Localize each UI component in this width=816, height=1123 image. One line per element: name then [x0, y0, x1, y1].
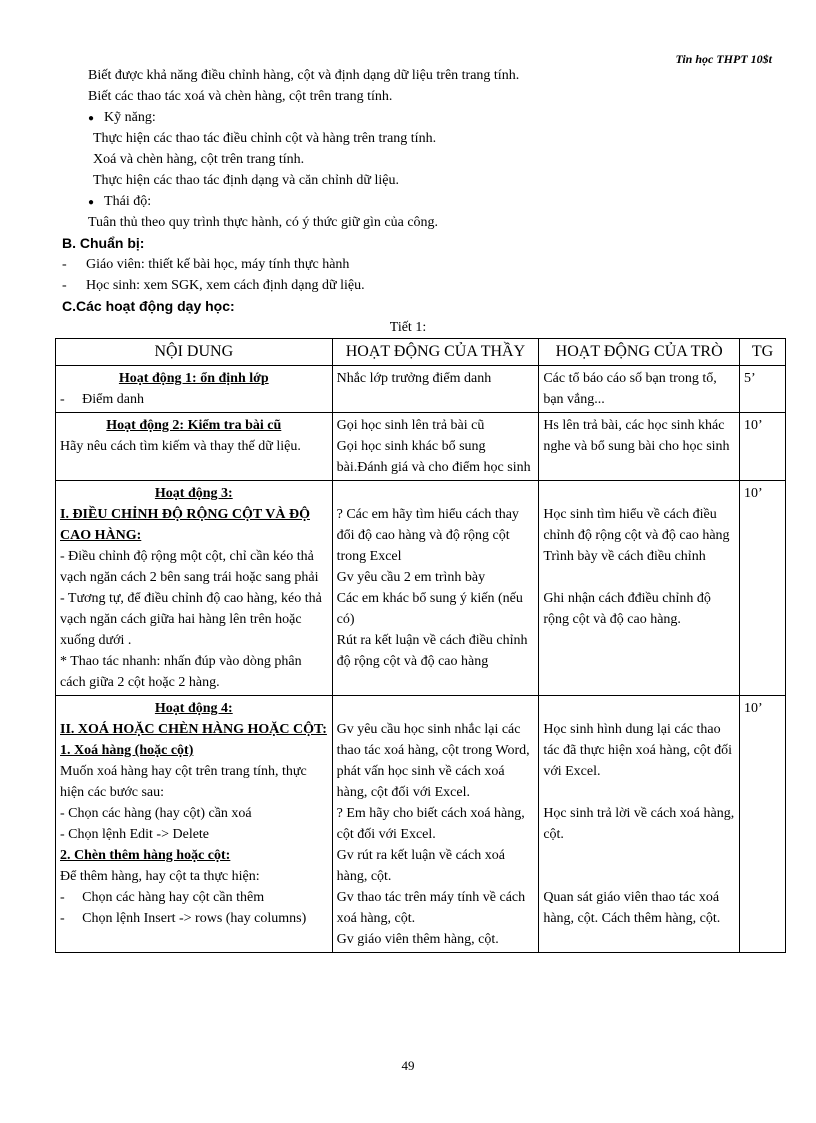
activity-3-tro-1: Học sinh tìm hiểu về cách điều chỉnh độ rộng cột và độ cao hàng	[543, 507, 730, 543]
ky-nang-2: Xoá và chèn hàng, cột trên trang tính.	[93, 152, 305, 167]
activity-4-tro-2: Học sinh trả lời về cách xoá hàng, cột.	[543, 806, 735, 842]
activity-4-thay-1: Gv yêu cầu học sinh nhắc lại các thao tác xoá hàng, cột trong Word, phát vấn học sinh về cách xoá hàng, cột đối với Excel.	[336, 722, 530, 800]
ky-nang-3: Thực hiện các thao tác định dạng và căn chỉnh dữ liệu.	[93, 173, 399, 188]
activity-4-sub2-text: Để thêm hàng, hay cột ta thực hiện:	[60, 869, 260, 884]
thai-do-text: Tuân thủ theo quy trình thực hành, có ý thức giữ gìn của công.	[88, 215, 439, 230]
activity-2-thay-1: Gọi học sinh lên trả bài cũ	[336, 418, 485, 433]
activity-4-sub2-item-1: - Chọn các hàng hay cột cần thêm	[60, 890, 265, 905]
section-b-item-1: - Giáo viên: thiết kế bài học, máy tính thực hành	[62, 256, 349, 273]
activity-3-heading: Hoạt động 3:	[154, 486, 233, 501]
activity-4-sub1-item-1: - Chọn các hàng (hay cột) cần xoá	[60, 806, 252, 821]
ky-nang-label: ● Kỹ năng:	[88, 109, 156, 127]
activity-4-tg: 10’	[740, 696, 786, 953]
activity-4-thay-2: ? Em hãy cho biết cách xoá hàng, cột đối với Excel.	[336, 806, 525, 842]
activity-4-thay-3: Gv rút ra kết luận về cách xoá hàng, cột.	[336, 848, 505, 884]
ky-nang-1: Thực hiện các thao tác điều chỉnh cột và hàng trên trang tính.	[93, 131, 437, 146]
activity-4-tro-3: Quan sát giáo viên thao tác xoá hàng, cột. Cách thêm hàng, cột.	[543, 890, 721, 926]
activity-3-item-1: - Điều chỉnh độ rộng một cột, chỉ cần kéo thả vạch ngăn cách 2 bên sang trái hoặc sang phải	[60, 549, 319, 585]
thai-do-label: ● Thái độ:	[88, 193, 151, 211]
activity-1-thay: Nhắc lớp trưởng điểm danh	[332, 366, 539, 413]
header-tg: TG	[740, 339, 786, 366]
header-note: Tin học THPT 10$t	[675, 52, 772, 66]
tiet-label: Tiết 1:	[389, 320, 427, 335]
activity-1-tro: Các tổ báo cáo số bạn trong tổ, bạn vắng...	[539, 366, 740, 413]
activity-4-thay-5: Gv giáo viên thêm hàng, cột.	[336, 932, 499, 947]
table-header-row	[56, 339, 786, 366]
intro-line-2: Biết các thao tác xoá và chèn hàng, cột trên trang tính.	[88, 89, 393, 104]
activity-4-tro-1: Học sinh hình dung lại các thao tác đã thực hiện xoá hàng, cột đối với Excel.	[543, 722, 733, 779]
section-b-item-2: - Học sinh: xem SGK, xem cách định dạng dữ liệu.	[62, 277, 365, 294]
section-b-title: B. Chuẩn bị:	[62, 235, 145, 251]
activity-3-item-2: - Tương tự, để điều chỉnh độ cao hàng, kéo thả vạch ngăn cách giữa hai hàng lên trên hoặc xuống dưới .	[60, 591, 322, 648]
activity-3-tg: 10’	[740, 481, 786, 696]
table-row	[56, 413, 786, 481]
header-thay: HOẠT ĐỘNG CỦA THẦY	[332, 339, 539, 366]
activity-1-tg: 5’	[740, 366, 786, 413]
activity-3-tro-3: Ghi nhận cách đđiều chỉnh độ rộng cột và độ cao hàng.	[543, 591, 711, 627]
activity-4-heading: Hoạt động 4:	[154, 701, 233, 716]
activity-4-sub1-text: Muốn xoá hàng hay cột trên trang tính, thực hiện các bước sau:	[60, 764, 307, 800]
activity-4-title: II. XOÁ HOẶC CHÈN HÀNG HOẶC CỘT:	[60, 722, 327, 737]
activity-4-sub1: 1. Xoá hàng (hoặc cột)	[60, 743, 194, 758]
intro-line-1: Biết được khả năng điều chỉnh hàng, cột và định dạng dữ liệu trên trang tính.	[88, 68, 520, 83]
activity-2-tro: Hs lên trả bài, các học sinh khác nghe và bổ sung bài cho học sinh	[539, 413, 740, 481]
activity-4-sub1-item-2: - Chọn lệnh Edit -> Delete	[60, 827, 210, 842]
activity-2-thay-2: Gọi học sinh khác bổ sung bài.Đánh giá và cho điểm học sinh	[336, 439, 531, 475]
activity-3-thay-4: Rút ra kết luận về cách điều chỉnh độ rộng cột và độ cao hàng	[336, 633, 528, 669]
table-row	[56, 366, 786, 413]
activity-4-sub2: 2. Chèn thêm hàng hoặc cột:	[60, 848, 231, 863]
page-number: 49	[401, 1058, 415, 1073]
activity-3-tro-2: Trình bày về cách điều chỉnh	[543, 549, 706, 564]
activity-2-content: Hãy nêu cách tìm kiếm và thay thế dữ liệu.	[60, 439, 301, 454]
activity-3-thay-1: ? Các em hãy tìm hiểu cách thay đổi độ cao hàng và độ rộng cột trong Excel	[336, 507, 519, 564]
activity-4-thay-4: Gv thao tác trên máy tính về cách xoá hàng, cột.	[336, 890, 526, 926]
lesson-table	[55, 338, 786, 953]
activity-3-thay-3: Các em khác bổ sung ý kiến (nếu có)	[336, 591, 523, 627]
header-noi-dung: NỘI DUNG	[56, 339, 333, 366]
section-c-title: C.Các hoạt động dạy học:	[62, 298, 235, 314]
table-row	[56, 696, 786, 953]
activity-1-heading: Hoạt động 1: ổn định lớp	[118, 371, 269, 386]
activity-1-item: - Điểm danh	[60, 392, 144, 407]
activity-3-title: I. ĐIỀU CHỈNH ĐỘ RỘNG CỘT VÀ ĐỘ CAO HÀNG:	[60, 507, 310, 543]
activity-4-sub2-item-2: - Chọn lệnh Insert -> rows (hay columns)	[60, 911, 307, 926]
table-row	[56, 481, 786, 696]
activity-3-thay-2: Gv yêu cầu 2 em trình bày	[336, 570, 486, 585]
activity-2-tg: 10’	[740, 413, 786, 481]
activity-3-item-3: * Thao tác nhanh: nhấn đúp vào dòng phân cách giữa 2 cột hoặc 2 hàng.	[60, 654, 302, 690]
header-tro: HOẠT ĐỘNG CỦA TRÒ	[539, 339, 740, 366]
activity-2-heading: Hoạt động 2: Kiểm tra bài cũ	[106, 418, 282, 433]
